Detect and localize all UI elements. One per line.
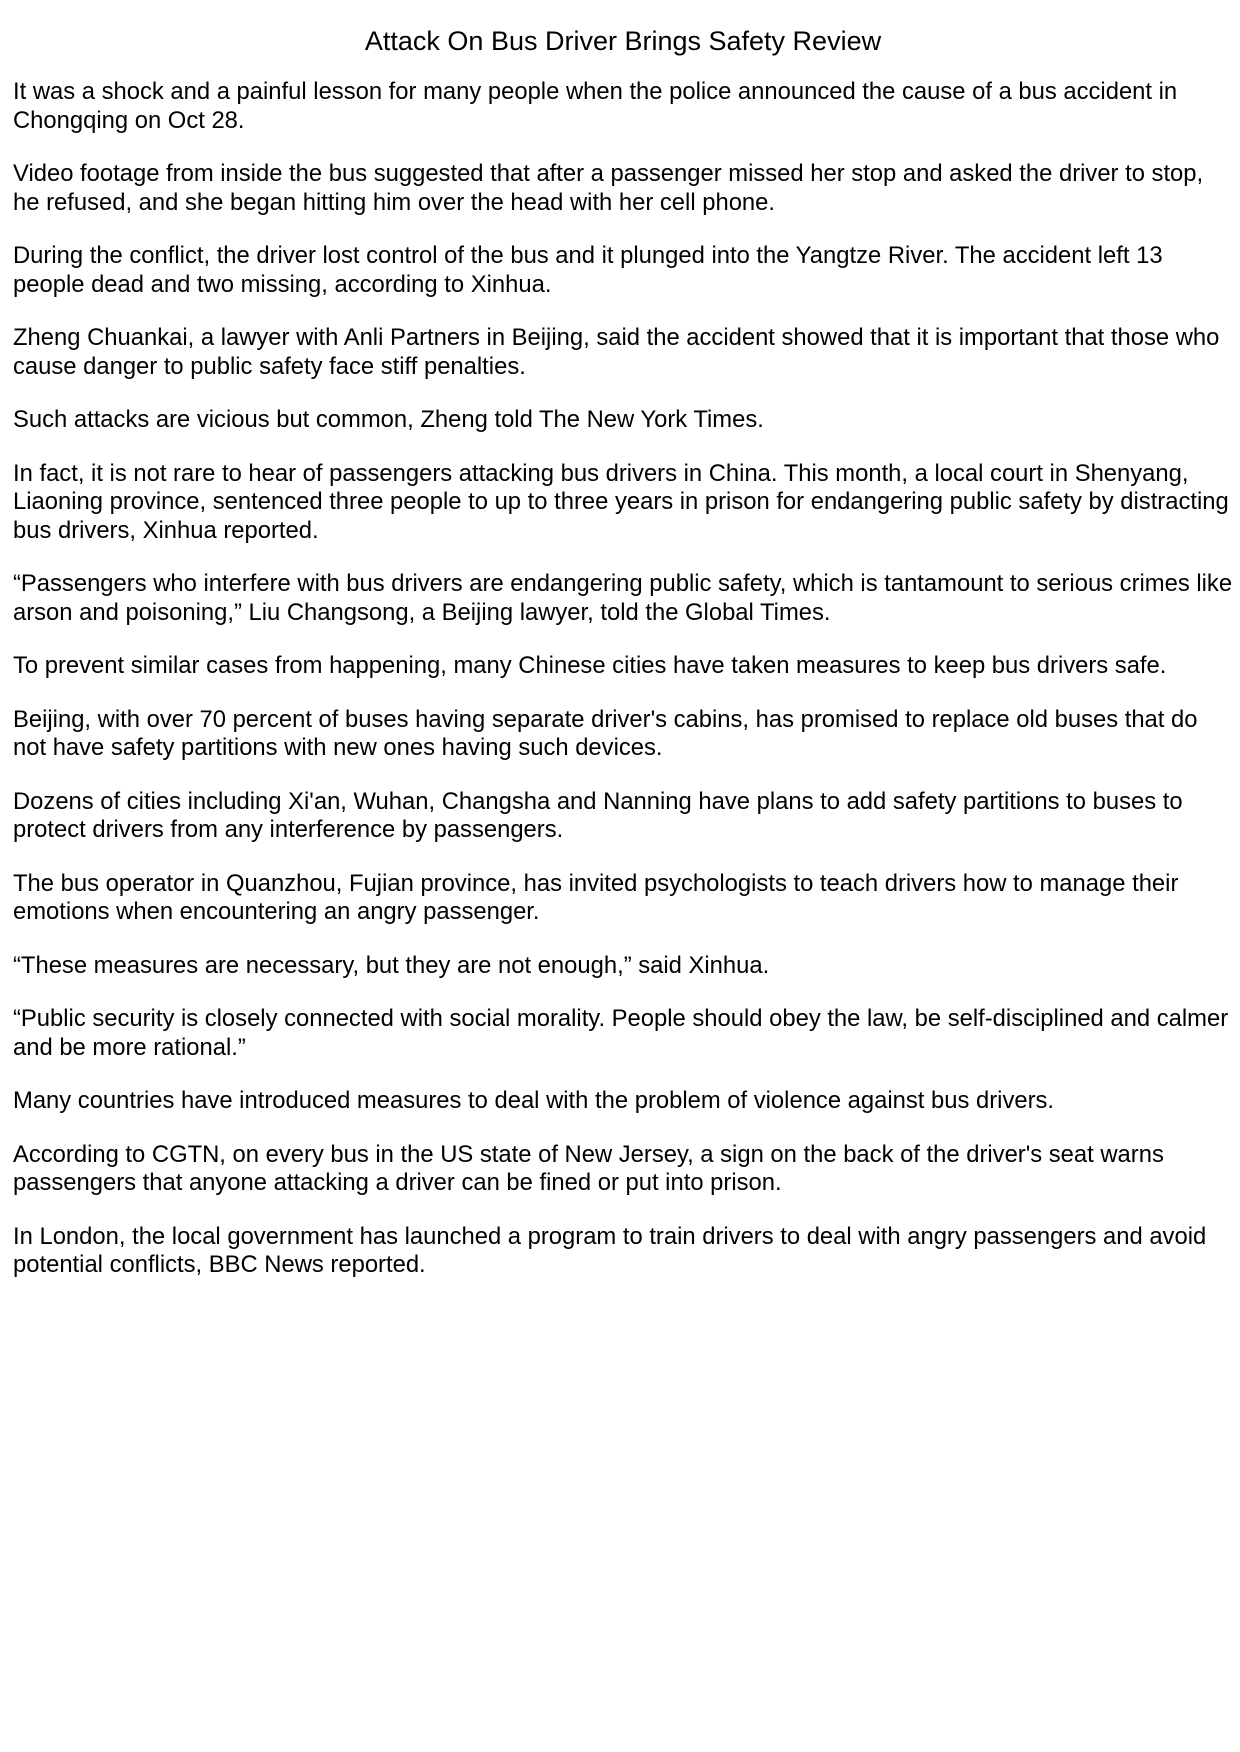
paragraph: “Public security is closely connected with social morality. People should obey the law, be self-disciplined and calmer and be more rational.”: [13, 1005, 1229, 1061]
paragraph: Zheng Chuankai, a lawyer with Anli Partners in Beijing, said the accident showed that it is important that those who cause danger to public safety face stiff penalties.: [13, 324, 1220, 380]
paragraph: “These measures are necessary, but they are not enough,” said Xinhua.: [13, 951, 770, 979]
paragraph: To prevent similar cases from happening, many Chinese cities have taken measures to keep bus drivers safe.: [13, 652, 1167, 679]
article-body: [13, 78, 1233, 1280]
paragraph: Beijing, with over 70 percent of buses having separate driver's cabins, has promised to replace old buses that do not have safety partitions with new ones having such devices.: [13, 705, 1198, 761]
article-title: Attack On Bus Driver Brings Safety Review: [364, 26, 882, 56]
paragraph: It was a shock and a painful lesson for many people when the police announced the cause of a bus accident in Chongqing on Oct 28.: [13, 78, 1178, 134]
paragraph: According to CGTN, on every bus in the US state of New Jersey, a sign on the back of the driver's seat warns passengers that anyone attacking a driver can be fined or put into prison.: [13, 1140, 1164, 1196]
paragraph: Video footage from inside the bus suggested that after a passenger missed her stop and asked the driver to stop, he refused, and she began hitting him over the head with her cell phone.: [13, 160, 1204, 216]
paragraph: Such attacks are vicious but common, Zheng told The New York Times.: [13, 406, 764, 433]
paragraph: The bus operator in Quanzhou, Fujian province, has invited psychologists to teach drivers how to manage their emotions when encountering an angry passenger.: [13, 869, 1179, 925]
paragraph: Dozens of cities including Xi'an, Wuhan, Changsha and Nanning have plans to add safety partitions to buses to protect drivers from any interference by passengers.: [13, 787, 1183, 843]
paragraph: In fact, it is not rare to hear of passengers attacking bus drivers in China. This month, a local court in Shenyang, Liaoning province, sentenced three people to up to three years in prison for endangering public safety by distracting bus drivers, Xinhua reported.: [13, 459, 1229, 544]
document-page: [13, 0, 1233, 1305]
paragraph: In London, the local government has launched a program to train drivers to deal with angry passengers and avoid potential conflicts, BBC News reported.: [13, 1222, 1207, 1278]
paragraph: During the conflict, the driver lost control of the bus and it plunged into the Yangtze River. The accident left 13 people dead and two missing, according to Xinhua.: [13, 242, 1163, 298]
paragraph: “Passengers who interfere with bus drivers are endangering public safety, which is tantamount to serious crimes like arson and poisoning,” Liu Changsong, a Beijing lawyer, told the Global Times.: [13, 570, 1233, 626]
paragraph: Many countries have introduced measures to deal with the problem of violence against bus drivers.: [13, 1087, 1055, 1114]
